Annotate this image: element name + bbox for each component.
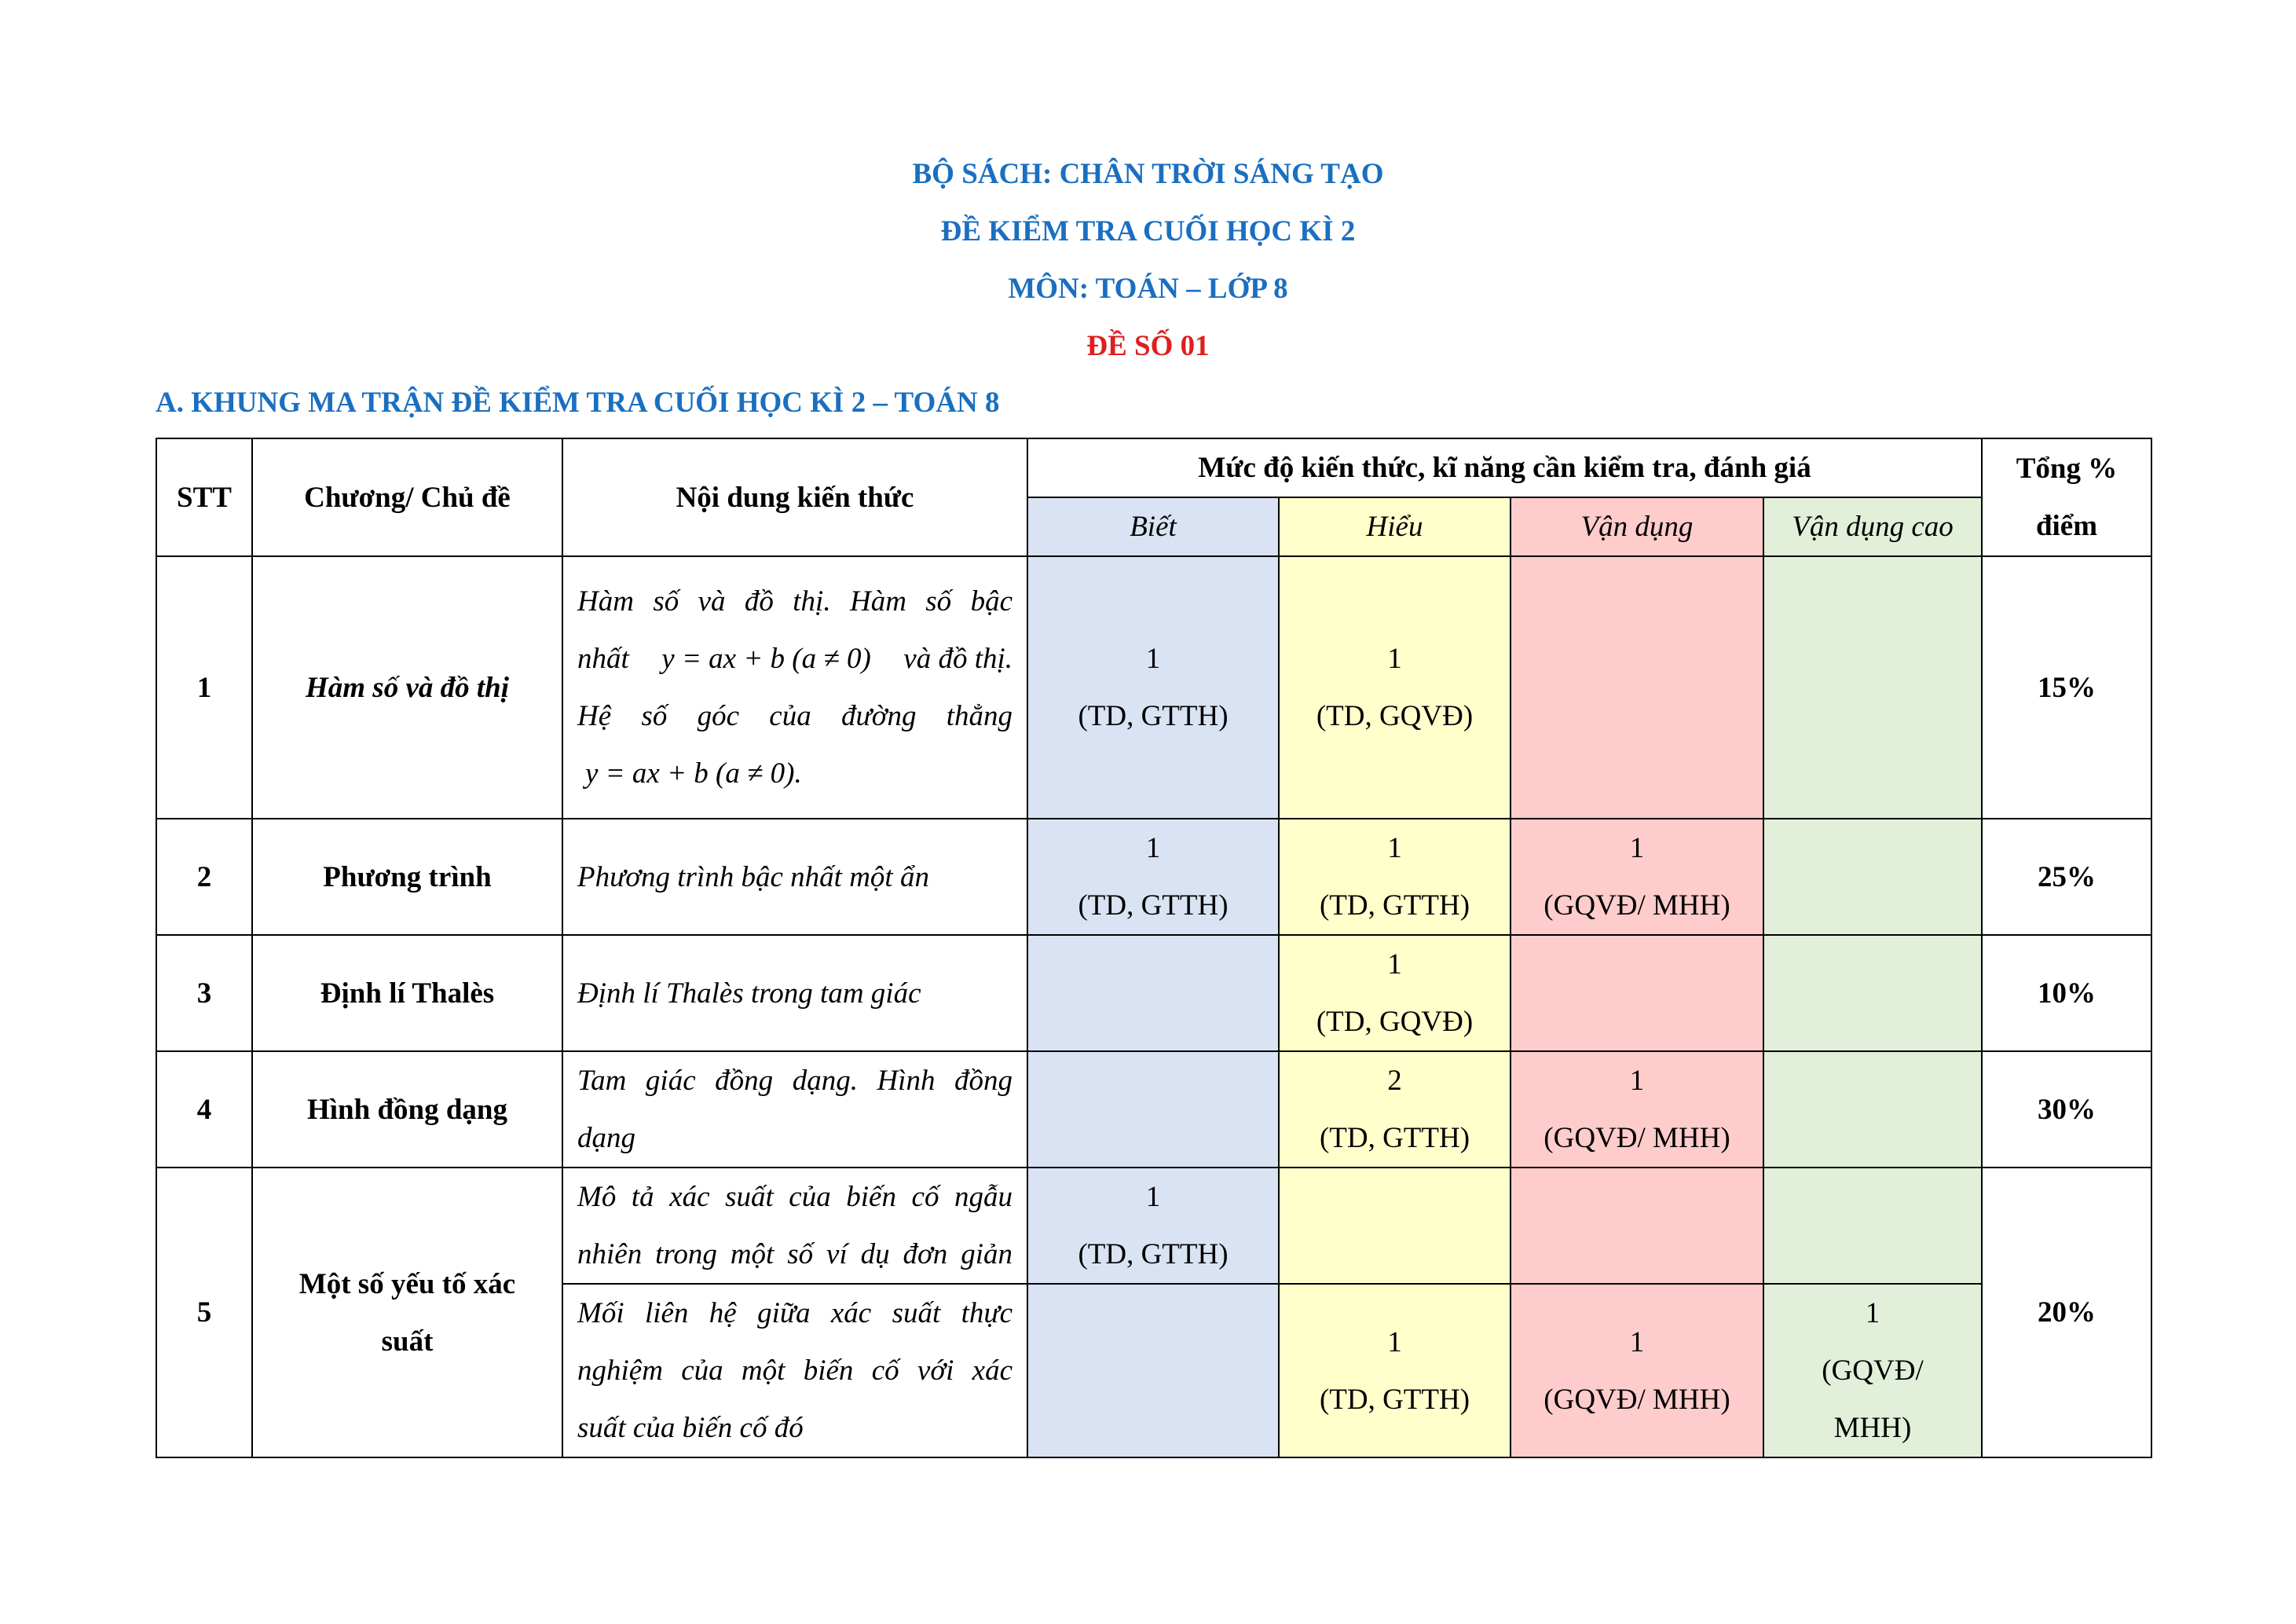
competency-code: (TD, GTTH) — [1078, 1238, 1229, 1270]
header-stt: STT — [156, 438, 252, 556]
cell-van-dung-cao — [1763, 935, 1982, 1051]
content-line — [577, 630, 1013, 687]
row-percent: 10% — [1982, 935, 2151, 1051]
level-van-dung-cao: Vận dụng cao — [1763, 497, 1982, 556]
cell-hieu — [1279, 819, 1511, 935]
header-total — [1982, 438, 2151, 556]
content-line: Tam giác đồng dạng. Hình đồng — [577, 1065, 1013, 1097]
question-count: 1 — [1865, 1297, 1880, 1329]
cell-biet — [1027, 935, 1279, 1051]
question-count: 1 — [1387, 1325, 1402, 1358]
exam-title: ĐỀ KIỂM TRA CUỐI HỌC KÌ 2 — [940, 215, 1356, 247]
row-stt: 2 — [156, 819, 252, 935]
row-content: Phương trình bậc nhất một ẩn — [562, 819, 1027, 935]
competency-code: MHH) — [1833, 1412, 1912, 1444]
competency-code: (GQVĐ/ — [1822, 1355, 1924, 1387]
row-topic: Phương trình — [252, 819, 562, 935]
row-stt: 5 — [156, 1168, 252, 1457]
content-line: Mối liên hệ giữa xác suất thực — [577, 1297, 1013, 1329]
competency-code: (TD, GTTH) — [1319, 1122, 1470, 1154]
question-count: 1 — [1387, 948, 1402, 981]
level-hieu: Hiểu — [1279, 497, 1511, 556]
cell-biet — [1027, 819, 1279, 935]
content-line: nghiệm của một biến cố với xác — [577, 1355, 1013, 1387]
level-biet: Biết — [1027, 497, 1279, 556]
header-total-line1: Tổng % — [2016, 453, 2118, 485]
row-stt: 3 — [156, 935, 252, 1051]
content-line: Hệ số góc của đường thẳng — [577, 700, 1013, 732]
cell-van-dung-cao — [1763, 556, 1982, 819]
table-row — [156, 819, 2151, 935]
row-percent: 30% — [1982, 1051, 2151, 1168]
header-levels: Mức độ kiến thức, kĩ năng cần kiểm tra, đánh giá — [1027, 438, 1982, 497]
exam-number: ĐỀ SỐ 01 — [1086, 330, 1210, 362]
content-line: Mô tả xác suất của biến cố ngẫu — [577, 1181, 1013, 1213]
row-topic: Hàm số và đồ thị — [252, 556, 562, 819]
question-count: 1 — [1145, 1181, 1161, 1213]
header-row-1 — [156, 438, 2151, 497]
row-stt: 4 — [156, 1051, 252, 1168]
cell-biet — [1027, 1284, 1279, 1457]
competency-code: (GQVĐ/ MHH) — [1543, 889, 1730, 922]
row-content — [562, 1051, 1027, 1168]
question-count: 1 — [1629, 1325, 1645, 1358]
table-row — [156, 1051, 2151, 1168]
row-topic: Hình đồng dạng — [252, 1051, 562, 1168]
cell-van-dung — [1511, 1051, 1763, 1168]
question-count: 1 — [1145, 832, 1161, 864]
row-topic — [252, 1168, 562, 1457]
competency-code: (GQVĐ/ MHH) — [1543, 1122, 1730, 1154]
question-count: 1 — [1629, 832, 1645, 864]
row-stt: 1 — [156, 556, 252, 819]
question-count: 2 — [1387, 1065, 1402, 1097]
content-line: Hàm số và đồ thị. Hàm số bậc — [577, 585, 1013, 618]
cell-van-dung — [1511, 556, 1763, 819]
question-count: 1 — [1629, 1065, 1645, 1097]
cell-van-dung-cao — [1763, 1051, 1982, 1168]
row-content — [562, 1168, 1027, 1284]
content-text: nhất — [577, 643, 629, 675]
cell-biet — [1027, 1168, 1279, 1284]
cell-hieu — [1279, 556, 1511, 819]
topic-line: Một số yếu tố xác — [298, 1267, 516, 1300]
competency-code: (TD, GTTH) — [1078, 700, 1229, 732]
row-topic: Định lí Thalès — [252, 935, 562, 1051]
level-van-dung: Vận dụng — [1511, 497, 1763, 556]
question-count: 1 — [1145, 643, 1161, 675]
competency-code: (TD, GTTH) — [1319, 889, 1470, 922]
math-formula: y = ax + b (a ≠ 0). — [585, 757, 802, 790]
cell-biet — [1027, 556, 1279, 819]
cell-van-dung — [1511, 935, 1763, 1051]
subject-title: MÔN: TOÁN – LỚP 8 — [1008, 273, 1288, 305]
cell-hieu — [1279, 935, 1511, 1051]
cell-biet — [1027, 1051, 1279, 1168]
competency-code: (TD, GQVĐ) — [1316, 1006, 1474, 1038]
section-heading: A. KHUNG MA TRẬN ĐỀ KIỂM TRA CUỐI HỌC KÌ 2 – TOÁN 8 — [156, 387, 1000, 419]
row-percent: 15% — [1982, 556, 2151, 819]
cell-van-dung — [1511, 1284, 1763, 1457]
row-percent: 20% — [1982, 1168, 2151, 1457]
cell-hieu — [1279, 1168, 1511, 1284]
matrix-table — [156, 438, 2152, 1458]
cell-van-dung-cao — [1763, 1168, 1982, 1284]
math-formula: y = ax + b (a ≠ 0) — [661, 643, 871, 675]
row-content — [562, 556, 1027, 819]
book-series-title: BỘ SÁCH: CHÂN TRỜI SÁNG TẠO — [912, 158, 1384, 190]
header-topic: Chương/ Chủ đề — [252, 438, 562, 556]
content-line: dạng — [577, 1122, 635, 1154]
content-line: suất của biến cố đó — [577, 1412, 804, 1444]
row-content — [562, 1284, 1027, 1457]
question-count: 1 — [1387, 832, 1402, 864]
competency-code: (TD, GTTH) — [1319, 1383, 1470, 1416]
cell-van-dung-cao — [1763, 1284, 1982, 1457]
header-total-line2: điểm — [2035, 510, 2098, 542]
table-row — [156, 1168, 2151, 1284]
cell-van-dung — [1511, 819, 1763, 935]
cell-van-dung — [1511, 1168, 1763, 1284]
row-percent: 25% — [1982, 819, 2151, 935]
header-content: Nội dung kiến thức — [562, 438, 1027, 556]
content-line: nhiên trong một số ví dụ đơn giản — [577, 1238, 1013, 1270]
table-row — [156, 556, 2151, 819]
row-content: Định lí Thalès trong tam giác — [562, 935, 1027, 1051]
cell-van-dung-cao — [1763, 819, 1982, 935]
topic-line: suất — [381, 1325, 434, 1358]
cell-hieu — [1279, 1284, 1511, 1457]
table-row — [156, 935, 2151, 1051]
competency-code: (TD, GTTH) — [1078, 889, 1229, 922]
competency-code: (GQVĐ/ MHH) — [1543, 1383, 1730, 1416]
cell-hieu — [1279, 1051, 1511, 1168]
content-text: và đồ thị. — [903, 643, 1013, 675]
competency-code: (TD, GQVĐ) — [1316, 700, 1474, 732]
question-count: 1 — [1387, 643, 1402, 675]
